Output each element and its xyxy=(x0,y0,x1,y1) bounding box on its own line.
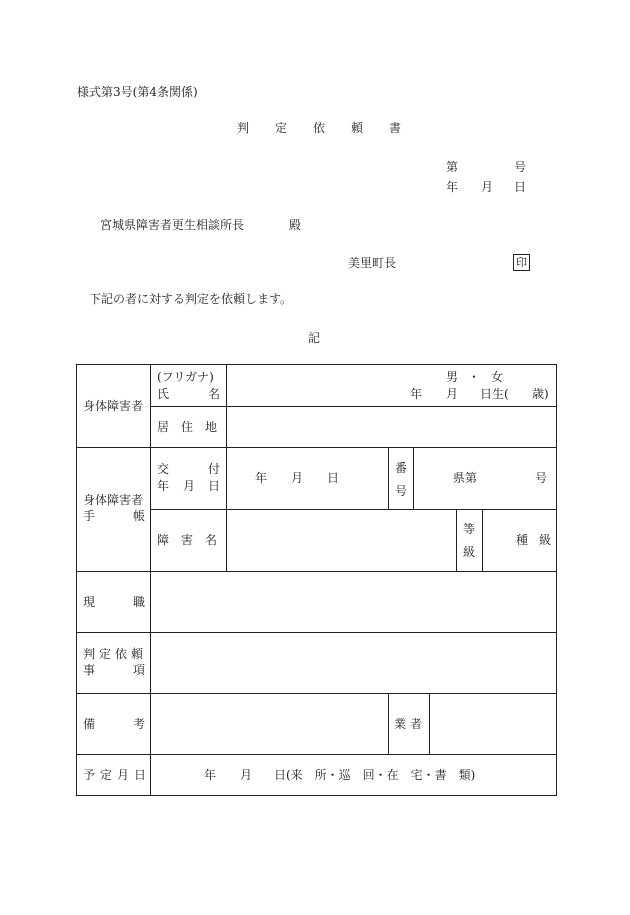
label-name-1: 氏 xyxy=(157,387,170,401)
label-number-1: 番 xyxy=(395,461,408,475)
sender: 美里町長 xyxy=(348,256,397,270)
birth-year: 年 xyxy=(410,387,423,401)
type-label: 種 xyxy=(516,533,529,547)
issue-day: 日 xyxy=(327,471,340,485)
schedule-options: 日(来 所・巡 回・在 宅・書 類) xyxy=(274,768,476,782)
age-suffix: 歳) xyxy=(532,387,549,401)
pref-prefix: 県第 xyxy=(453,471,478,485)
label-request-2a: 事 xyxy=(83,663,96,677)
label-current-job-b: 職 xyxy=(133,595,146,609)
date-day: 日 xyxy=(514,180,527,194)
label-remarks-b: 考 xyxy=(133,717,146,731)
sex-dot: ・ xyxy=(468,370,481,384)
label-number-2: 号 xyxy=(395,484,408,498)
intro-text: 下記の者に対する判定を依頼します。 xyxy=(89,292,293,306)
label-issue-a: 交 xyxy=(157,462,170,476)
schedule-month: 月 xyxy=(240,768,253,782)
sex-male: 男 xyxy=(446,370,459,384)
label-address: 居 住 地 xyxy=(157,420,218,434)
birth-month: 月 xyxy=(446,387,459,401)
label-disability-name: 障 害 名 xyxy=(157,533,218,547)
ki-heading: 記 xyxy=(308,331,321,345)
label-issue-year: 年 xyxy=(157,479,170,493)
doc-number-prefix: 第 xyxy=(446,160,459,174)
date-month: 月 xyxy=(481,180,494,194)
label-vendor: 業者 xyxy=(394,717,427,731)
doc-number-suffix: 号 xyxy=(514,160,527,174)
label-handbook-1: 身体障害者 xyxy=(83,493,144,507)
label-name-2: 名 xyxy=(208,387,221,401)
seal-stamp: 印 xyxy=(513,254,530,271)
page-title: 判定依頼書 xyxy=(237,121,428,135)
grade-label: 級 xyxy=(539,533,552,547)
label-schedule: 予定月日 xyxy=(83,768,152,782)
label-remarks-a: 備 xyxy=(83,717,96,731)
birth-day: 日生( xyxy=(480,387,509,401)
label-issue-day: 日 xyxy=(208,479,221,493)
label-furigana: (フリガナ) xyxy=(157,370,214,384)
label-grade-2: 級 xyxy=(463,545,476,559)
recipient: 宮城県障害者更生相談所長 xyxy=(100,218,245,232)
label-request-2b: 項 xyxy=(133,663,146,677)
number-suffix: 号 xyxy=(535,471,548,485)
issue-year: 年 xyxy=(255,471,268,485)
date-year: 年 xyxy=(446,180,459,194)
form-number: 様式第3号(第4条関係) xyxy=(77,85,198,99)
issue-month: 月 xyxy=(291,471,304,485)
label-current-job-a: 現 xyxy=(83,595,96,609)
label-disabled-person: 身体障害者 xyxy=(83,399,144,413)
label-handbook-2b: 帳 xyxy=(133,509,146,523)
schedule-year: 年 xyxy=(204,768,217,782)
honorific: 殿 xyxy=(289,218,302,232)
label-request-1: 判定依頼 xyxy=(83,647,148,661)
label-handbook-2a: 手 xyxy=(83,509,96,523)
label-grade-1: 等 xyxy=(463,522,476,536)
label-issue-month: 月 xyxy=(183,479,196,493)
sex-female: 女 xyxy=(491,370,504,384)
label-issue-b: 付 xyxy=(208,462,221,476)
